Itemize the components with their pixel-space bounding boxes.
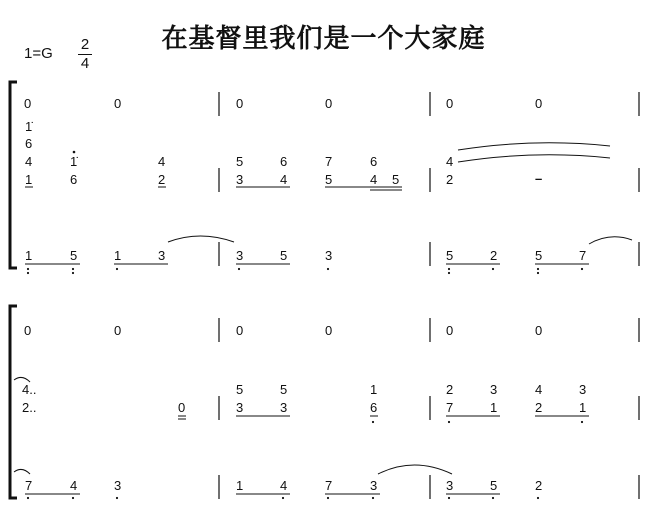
note: 3 [236, 172, 244, 187]
tie-slur [14, 469, 30, 474]
note: 0 [325, 96, 333, 111]
note: – [535, 171, 543, 186]
tie-slur [458, 143, 610, 150]
system-bracket [10, 306, 17, 498]
note: 1 [114, 248, 122, 263]
note: 3 [325, 248, 333, 263]
note: 0 [446, 323, 454, 338]
note: 4 [280, 172, 288, 187]
note: 6 [25, 136, 33, 151]
note: 7 [325, 478, 333, 493]
note: 3 [579, 382, 587, 397]
note: 6 [370, 400, 378, 415]
note: 0 [236, 323, 244, 338]
note: 1 [25, 248, 33, 263]
note: 0 [114, 323, 122, 338]
note: 1 [490, 400, 498, 415]
note: 3 [158, 248, 166, 263]
key-signature: 1=G [24, 45, 53, 62]
note: 3 [236, 400, 244, 415]
tie-slur [589, 237, 632, 244]
note: 1 [579, 400, 587, 415]
note: 3 [236, 248, 244, 263]
note: 3 [446, 478, 454, 493]
note: 6 [280, 154, 288, 169]
note: 7 [579, 248, 587, 263]
note: 7 [325, 154, 333, 169]
note: 5 [236, 382, 244, 397]
note: 4.. [22, 382, 37, 397]
note: 0 [446, 96, 454, 111]
note: 5 [535, 248, 543, 263]
note: 2 [535, 478, 543, 493]
note: 5 [280, 248, 288, 263]
note: 0 [114, 96, 122, 111]
note: 5 [325, 172, 333, 187]
time-signature-top: 2 [80, 36, 90, 53]
note: 3 [490, 382, 498, 397]
octave-dots [27, 151, 583, 274]
note: 5 [446, 248, 454, 263]
note: 2 [446, 172, 454, 187]
note: 5 [236, 154, 244, 169]
note: 4 [25, 154, 33, 169]
note: 1̇ [25, 119, 33, 134]
system-bracket [10, 82, 17, 268]
note: 3 [370, 478, 378, 493]
note: 0 [24, 323, 32, 338]
note: 4 [370, 172, 378, 187]
note: 4 [446, 154, 454, 169]
note: 4 [535, 382, 543, 397]
note: 5 [280, 382, 288, 397]
octave-dots [27, 421, 583, 499]
note: 5 [392, 172, 400, 187]
note: 6 [70, 172, 78, 187]
note: 0 [325, 323, 333, 338]
note: 2 [158, 172, 166, 187]
note: 5 [70, 248, 78, 263]
note: 0 [535, 96, 543, 111]
note: 5 [490, 478, 498, 493]
note: 1 [370, 382, 378, 397]
note: 7 [446, 400, 454, 415]
note: 1 [236, 478, 244, 493]
tie-slur [458, 155, 610, 162]
note: 2 [490, 248, 498, 263]
note: 2.. [22, 400, 37, 415]
note: 1̇ [70, 154, 78, 169]
page-title: 在基督里我们是一个大家庭 [161, 24, 486, 54]
note: 7 [25, 478, 33, 493]
note: 6 [370, 154, 378, 169]
note: 4 [280, 478, 288, 493]
note: 0 [178, 400, 186, 415]
note: 0 [535, 323, 543, 338]
note: 4 [158, 154, 166, 169]
note: 0 [236, 96, 244, 111]
note: 2 [535, 400, 543, 415]
tie-slur [168, 236, 234, 242]
note: 2 [446, 382, 454, 397]
note: 3 [114, 478, 122, 493]
note: 4 [70, 478, 78, 493]
note: 0 [24, 96, 32, 111]
note: 3 [280, 400, 288, 415]
note: 1 [25, 172, 33, 187]
time-signature-bottom: 4 [80, 55, 90, 72]
tie-slur [378, 465, 452, 474]
